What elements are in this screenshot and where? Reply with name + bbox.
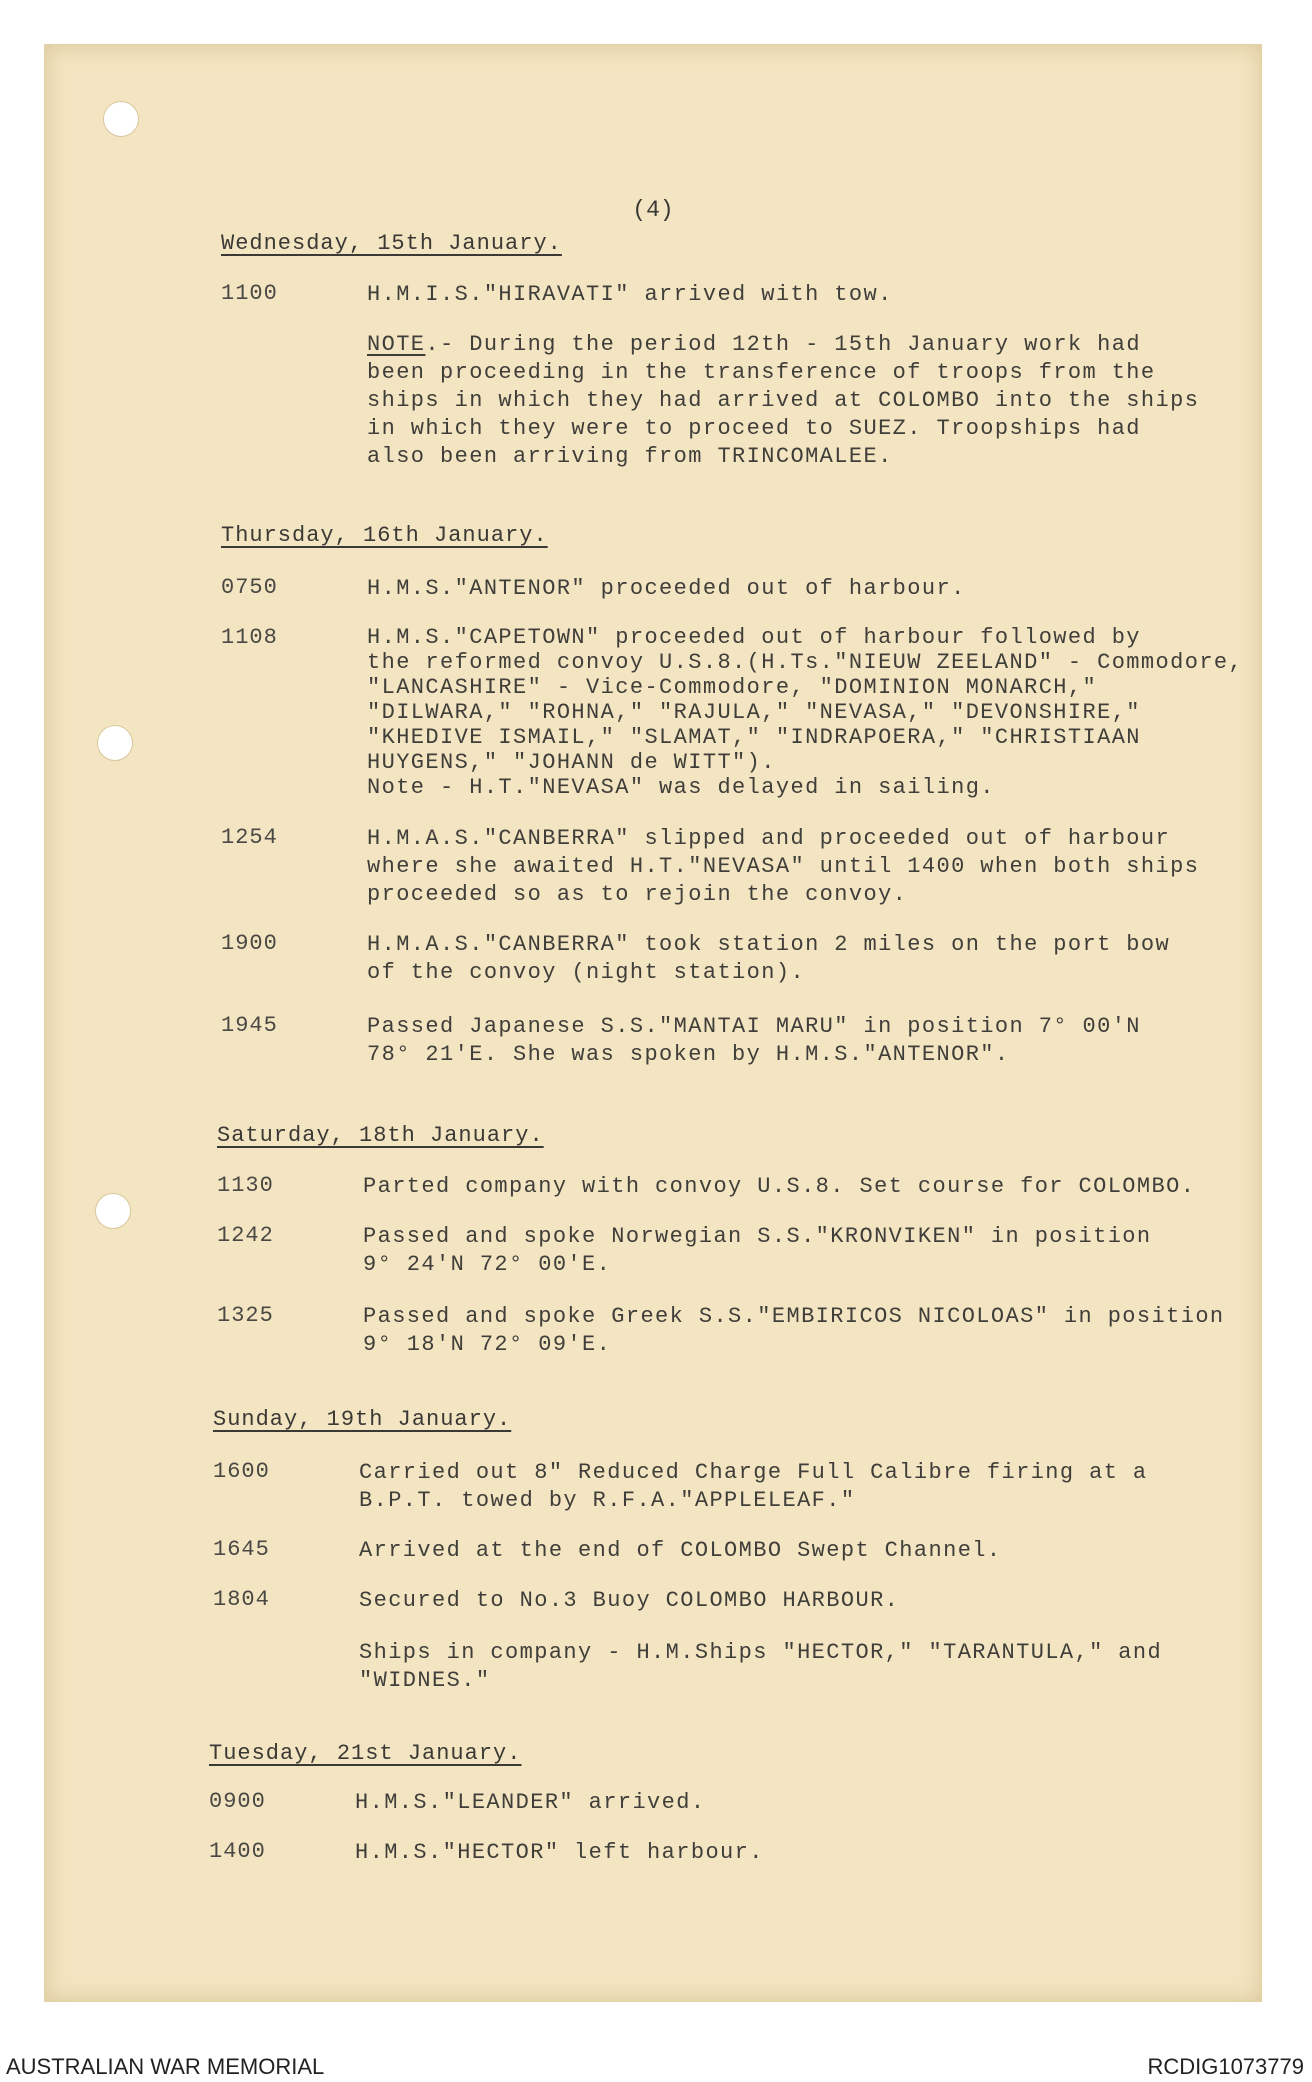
footer-left-label: AUSTRALIAN WAR MEMORIAL	[6, 2054, 325, 2079]
entry-text: Carried out 8" Reduced Charge Full Calibre firing at a B.P.T. towed by R.F.A."APPLELEAF."	[359, 1460, 1148, 1513]
day-heading: Tuesday, 21st January.	[209, 1741, 522, 1766]
entry-text: H.M.S."CAPETOWN" proceeded out of harbour followed by the reformed convoy U.S.8.(H.Ts."NIEUW ZEELAND" - Commodore, "LANCASHIRE" - Vice-Commodore, "DOMINION MONARCH," "DILWARA," "ROHNA," "RAJULA," "NEVASA," "DEVONSHIRE," "KHEDIVE ISMAIL," "SLAMAT," "INDRAPOERA," "CHRISTIAAN HUYGENS," "JOHANN de WITT"). Note - H.T."NEVASA" was delayed in sailing.	[367, 625, 1244, 800]
entry-text: Secured to No.3 Buoy COLOMBO HARBOUR.	[359, 1588, 900, 1613]
entry-text: H.M.S."ANTENOR" proceeded out of harbour.	[367, 576, 966, 601]
entry-text: H.M.A.S."CANBERRA" slipped and proceeded out of harbour where she awaited H.T."NEVASA" until 1400 when both ships proceeded so as to rejoin the convoy.	[367, 826, 1200, 907]
entry-text: H.M.A.S."CANBERRA" took station 2 miles on the port bow of the convoy (night station).	[367, 932, 1171, 985]
day-heading: Wednesday, 15th January.	[221, 231, 562, 256]
day-heading: Thursday, 16th January.	[221, 523, 548, 548]
entry-time: 1945	[221, 1013, 278, 1038]
entry-text: H.M.S."HECTOR" left harbour.	[355, 1840, 764, 1865]
entry-time: 0750	[221, 575, 278, 600]
day-heading: Sunday, 19th January.	[213, 1407, 512, 1432]
entry-time: 1400	[209, 1839, 266, 1864]
document-page	[44, 44, 1262, 2002]
footer-right-label: RCDIG1073779	[1147, 2054, 1304, 2079]
entry-time: 1130	[217, 1173, 274, 1198]
note-entry	[367, 331, 1199, 471]
note-label: NOTE	[367, 332, 426, 357]
entry-time: 0900	[209, 1789, 266, 1814]
entry-time: 1254	[221, 825, 278, 850]
entry-time: 1900	[221, 931, 278, 956]
entry-text: H.M.I.S."HIRAVATI" arrived with tow.	[367, 282, 893, 307]
entry-text: H.M.S."LEANDER" arrived.	[355, 1790, 706, 1815]
entry-text: Ships in company - H.M.Ships "HECTOR," "TARANTULA," and "WIDNES."	[359, 1640, 1163, 1693]
entry-time: 1600	[213, 1459, 270, 1484]
entry-text: Passed and spoke Norwegian S.S."KRONVIKEN" in position 9° 24'N 72° 00'E.	[363, 1224, 1152, 1277]
entry-time: 1242	[217, 1223, 274, 1248]
punch-hole	[103, 101, 139, 137]
entry-time: 1108	[221, 625, 278, 650]
entry-text: Passed and spoke Greek S.S."EMBIRICOS NICOLOAS" in position 9° 18'N 72° 09'E.	[363, 1304, 1225, 1357]
entry-time: 1100	[221, 281, 278, 306]
entry-time: 1645	[213, 1537, 270, 1562]
punch-hole	[97, 725, 133, 761]
entry-text: Passed Japanese S.S."MANTAI MARU" in position 7° 00'N 78° 21'E. She was spoken by H.M.S."ANTENOR".	[367, 1014, 1141, 1067]
note-text: .- During the period 12th - 15th January work had been proceeding in the transference of troops from the ships in which they had arrived at COLOMBO into the ships in which they were to proceed to SUEZ. Troopships had also been arriving from TRINCOMALEE.	[367, 332, 1200, 469]
entry-text: Arrived at the end of COLOMBO Swept Channel.	[359, 1538, 1002, 1563]
page-number: (4)	[632, 197, 674, 223]
entry-text: Parted company with convoy U.S.8. Set course for COLOMBO.	[363, 1174, 1196, 1199]
day-heading: Saturday, 18th January.	[217, 1123, 544, 1148]
entry-time: 1804	[213, 1587, 270, 1612]
punch-hole	[95, 1193, 131, 1229]
entry-time: 1325	[217, 1303, 274, 1328]
